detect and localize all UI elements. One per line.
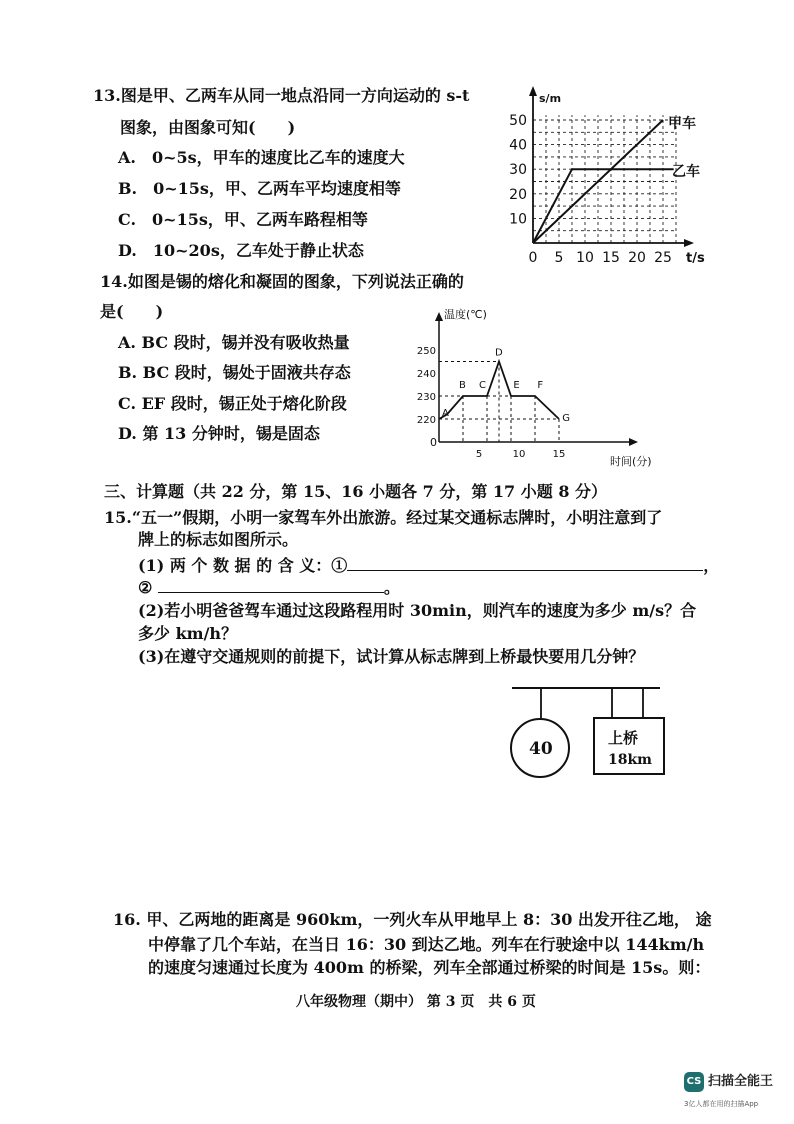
x-axis-arrow: [684, 239, 694, 247]
q16-line2: 中停靠了几个车站，在当日 16：30 到达乙地。列车在行驶途中以 144km/h: [148, 935, 705, 954]
section-heading: 三、计算题（共 22 分，第 15、16 小题各 7 分，第 17 小题 8 分）: [104, 482, 608, 501]
q14-melting-chart: [405, 300, 665, 472]
x-axis-arrow: [629, 438, 638, 446]
q16-line1: 16. 甲、乙两地的距离是 960km，一列火车从甲地早上 8：30 出发开往乙地， 途: [113, 910, 712, 929]
q15-sub1-end: 。: [383, 578, 400, 597]
q15-line2: 牌上的标志如图所示。: [138, 530, 299, 549]
q15-sub1-marker-2: ②: [138, 578, 153, 597]
q14-stem-line1: 14.如图是锡的熔化和凝固的图象，下列说法正确的: [100, 272, 464, 291]
series-label: 甲车: [668, 116, 696, 132]
q15-sub1-comma: ，: [703, 556, 720, 575]
series-line-yi: [533, 169, 673, 243]
q15-answer-blank-1[interactable]: [347, 556, 703, 571]
x-tick-label: 25: [654, 250, 672, 266]
y-axis-label: s/m: [539, 92, 562, 105]
point-label: D: [495, 347, 503, 359]
sign-place: 上桥: [608, 729, 639, 747]
y-tick-label: 250: [416, 346, 436, 357]
y-axis-arrow: [529, 86, 537, 96]
q15-sub1: [138, 556, 719, 576]
q13-stem-line2: 图象，由图象可知( ): [120, 118, 296, 137]
y-tick-label: 50: [509, 113, 527, 129]
q14-stem-line2: 是( ): [100, 302, 164, 321]
series-label: 乙车: [672, 164, 700, 180]
x-tick-label: 15: [602, 250, 620, 266]
q15-answer-blank-2[interactable]: [158, 578, 384, 593]
x-tick-label: 10: [512, 449, 526, 460]
q14-option-c: C. EF 段时，锡正处于熔化阶段: [118, 394, 347, 413]
x-tick-label: 20: [628, 250, 646, 266]
y-tick-label: 10: [509, 211, 527, 228]
q15-line1: 15.“五一”假期，小明一家驾车外出旅游。经过某交通标志牌时，小明注意到了: [104, 508, 663, 527]
y-tick-label: 220: [416, 415, 436, 426]
sign-distance: 18km: [608, 752, 652, 768]
traffic-sign: [505, 680, 670, 790]
page-footer: 八年级物理（期中） 第 3 页 共 6 页: [296, 994, 536, 1010]
point-label: G: [562, 413, 570, 424]
point-label: E: [513, 380, 520, 391]
q14-option-b: B. BC 段时，锡处于固液共存态: [118, 363, 351, 382]
point-label: A: [442, 408, 449, 419]
q15-sub2-line1: (2)若小明爸爸驾车通过这段路程用时 30min，则汽车的速度为多少 m/s？合: [138, 601, 697, 620]
x-tick-label: 15: [552, 449, 566, 460]
speed-limit-value: 40: [529, 739, 553, 759]
q13-option-a: A. 0~5s，甲车的速度比乙车的速度大: [118, 148, 405, 167]
q15-sub2-line2: 多少 km/h？: [138, 624, 238, 643]
scanner-subtitle: 3亿人都在用的扫描App: [684, 1100, 759, 1108]
q13-st-chart: [505, 82, 725, 272]
q15-sub1-prefix: (1) 两 个 数 据 的 含 义：①: [138, 556, 348, 575]
origin-label: 0: [430, 436, 437, 449]
x-tick-label: 5: [554, 250, 564, 266]
x-axis-label: 时间(分): [610, 455, 652, 468]
q13-option-c: C. 0~15s，甲、乙两车路程相等: [118, 210, 368, 229]
q14-option-d: D. 第 13 分钟时，锡是固态: [118, 424, 320, 443]
q13-option-b: B. 0~15s，甲、乙两车平均速度相等: [118, 179, 401, 198]
y-axis-label: 温度(℃): [444, 308, 487, 321]
q15-sub1-second: [138, 578, 400, 598]
point-label: F: [537, 380, 544, 391]
x-tick-label: 5: [475, 449, 483, 460]
y-tick-label: 20: [509, 186, 527, 203]
q13-stem-line1: 13.图是甲、乙两车从同一地点沿同一方向运动的 s-t: [93, 86, 470, 105]
scanner-logo-icon: CS: [684, 1072, 704, 1092]
q13-option-d: D. 10~20s，乙车处于静止状态: [118, 241, 364, 260]
y-axis-arrow: [435, 312, 443, 321]
scanner-title: 扫描全能王: [708, 1074, 774, 1089]
point-label: B: [459, 380, 466, 391]
x-tick-label: 0: [528, 250, 538, 266]
point-label: C: [479, 380, 486, 391]
q16-line3: 的速度匀速通过长度为 400m 的桥梁，列车全部通过桥梁的时间是 15s。则：: [148, 958, 711, 977]
y-tick-label: 30: [509, 162, 527, 179]
y-tick-label: 40: [509, 137, 527, 154]
y-tick-label: 240: [416, 369, 436, 380]
q14-option-a: A. BC 段时，锡并没有吸收热量: [118, 333, 350, 352]
q15-sub3: (3)在遵守交通规则的前提下，试计算从标志牌到上桥最快要用几分钟？: [138, 647, 645, 666]
x-axis-label: t/s: [686, 251, 705, 266]
x-tick-label: 10: [576, 250, 594, 266]
y-tick-label: 230: [416, 392, 436, 403]
